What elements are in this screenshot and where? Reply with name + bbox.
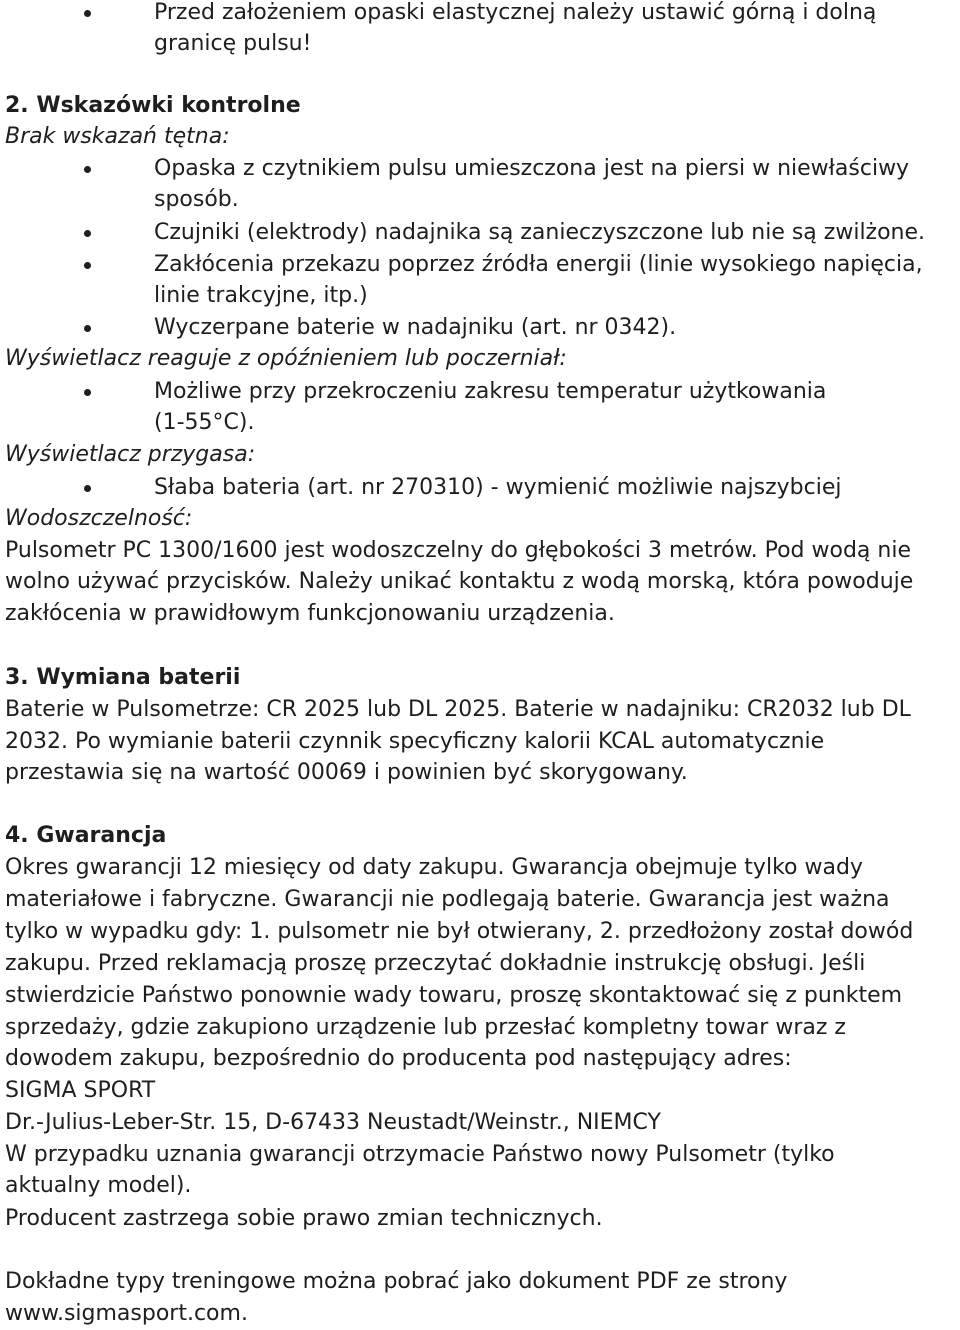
warranty-line-7: dowodem zakupu, bezpośrednio do producenta pod następujący adres:	[5, 1046, 792, 1071]
warranty-line-5: stwierdzicie Państwo ponownie wady towaru, proszę skontaktować się z punktem	[5, 983, 903, 1008]
no-pulse-item-1-line-2: sposób.	[154, 187, 239, 212]
section-3-title: 3. Wymiana baterii	[5, 665, 241, 690]
warranty-line-11: aktualny model).	[5, 1173, 192, 1198]
warranty-line-10: W przypadku uznania gwarancji otrzymacie Państwo nowy Pulsometr (tylko	[5, 1142, 835, 1167]
section-4-title: 4. Gwarancja	[5, 823, 167, 848]
display-delay-heading: Wyświetlacz reaguje z opóźnieniem lub poczerniał:	[5, 346, 567, 371]
warranty-line-2: materiałowe i fabryczne. Gwarancji nie podlegają baterie. Gwarancja jest ważna	[5, 887, 890, 912]
warranty-line-4: zakupu. Przed reklamacją proszę przeczytać dokładnie instrukcję obsługi. Jeśli	[5, 951, 866, 976]
setup-note-line-2: granicę pulsu!	[154, 31, 312, 56]
display-delay-item-line-1: Możliwe przy przekroczeniu zakresu temperatur użytkowania	[154, 379, 827, 404]
waterproof-line-2: wolno używać przycisków. Należy unikać kontaktu z wodą morską, która powoduje	[5, 569, 914, 594]
section-2-title: 2. Wskazówki kontrolne	[5, 93, 301, 118]
waterproof-heading: Wodoszczelność:	[5, 506, 193, 531]
no-pulse-item-3-line-2: linie trakcyjne, itp.)	[154, 283, 368, 308]
display-fade-heading: Wyświetlacz przygasa:	[5, 442, 256, 467]
battery-line-2: 2032. Po wymianie baterii czynnik specyficzny kalorii KCAL automatycznie	[5, 729, 825, 754]
no-pulse-item-2: Czujniki (elektrody) nadajnika są zanieczyszczone lub nie są zwilżone.	[154, 220, 926, 245]
bullet-icon	[84, 262, 91, 269]
bullet-icon	[84, 166, 91, 173]
bullet-icon	[84, 230, 91, 237]
bullet-icon	[84, 325, 91, 332]
warranty-line-6: sprzedaży, gdzie zakupiono urządzenie lub przesłać kompletny towar wraz z	[5, 1015, 846, 1040]
warranty-line-12: Producent zastrzega sobie prawo zmian technicznych.	[5, 1206, 603, 1231]
warranty-line-3: tylko w wypadku gdy: 1. pulsometr nie był otwierany, 2. przedłożony został dowód	[5, 919, 914, 944]
warranty-company-name: SIGMA SPORT	[5, 1078, 156, 1103]
setup-note-line-1: Przed założeniem opaski elastycznej należy ustawić górną i dolną	[154, 0, 877, 25]
footer-website-link: www.sigmasport.com.	[5, 1301, 248, 1326]
waterproof-line-1: Pulsometr PC 1300/1600 jest wodoszczelny do głębokości 3 metrów. Pod wodą nie	[5, 538, 911, 563]
waterproof-line-3: zakłócenia w prawidłowym funkcjonowaniu urządzenia.	[5, 601, 615, 626]
bullet-icon	[84, 10, 91, 17]
no-pulse-heading: Brak wskazań tętna:	[5, 124, 230, 149]
bullet-icon	[84, 485, 91, 492]
warranty-address: Dr.-Julius-Leber-Str. 15, D-67433 Neustadt/Weinstr., NIEMCY	[5, 1110, 661, 1135]
bullet-icon	[84, 389, 91, 396]
display-fade-item: Słaba bateria (art. nr 270310) - wymienić możliwie najszybciej	[154, 475, 842, 500]
battery-line-1: Baterie w Pulsometrze: CR 2025 lub DL 2025. Baterie w nadajniku: CR2032 lub DL	[5, 697, 911, 722]
no-pulse-item-3-line-1: Zakłócenia przekazu poprzez źródła energii (linie wysokiego napięcia,	[154, 252, 923, 277]
footer-line-1: Dokładne typy treningowe można pobrać jako dokument PDF ze strony	[5, 1269, 788, 1294]
display-delay-item-line-2: (1-55°C).	[154, 410, 255, 435]
warranty-line-1: Okres gwarancji 12 miesięcy od daty zakupu. Gwarancja obejmuje tylko wady	[5, 855, 863, 880]
battery-line-3: przestawia się na wartość 00069 i powinien być skorygowany.	[5, 760, 688, 785]
no-pulse-item-1-line-1: Opaska z czytnikiem pulsu umieszczona jest na piersi w niewłaściwy	[154, 156, 910, 181]
no-pulse-item-4: Wyczerpane baterie w nadajniku (art. nr 0342).	[154, 315, 677, 340]
